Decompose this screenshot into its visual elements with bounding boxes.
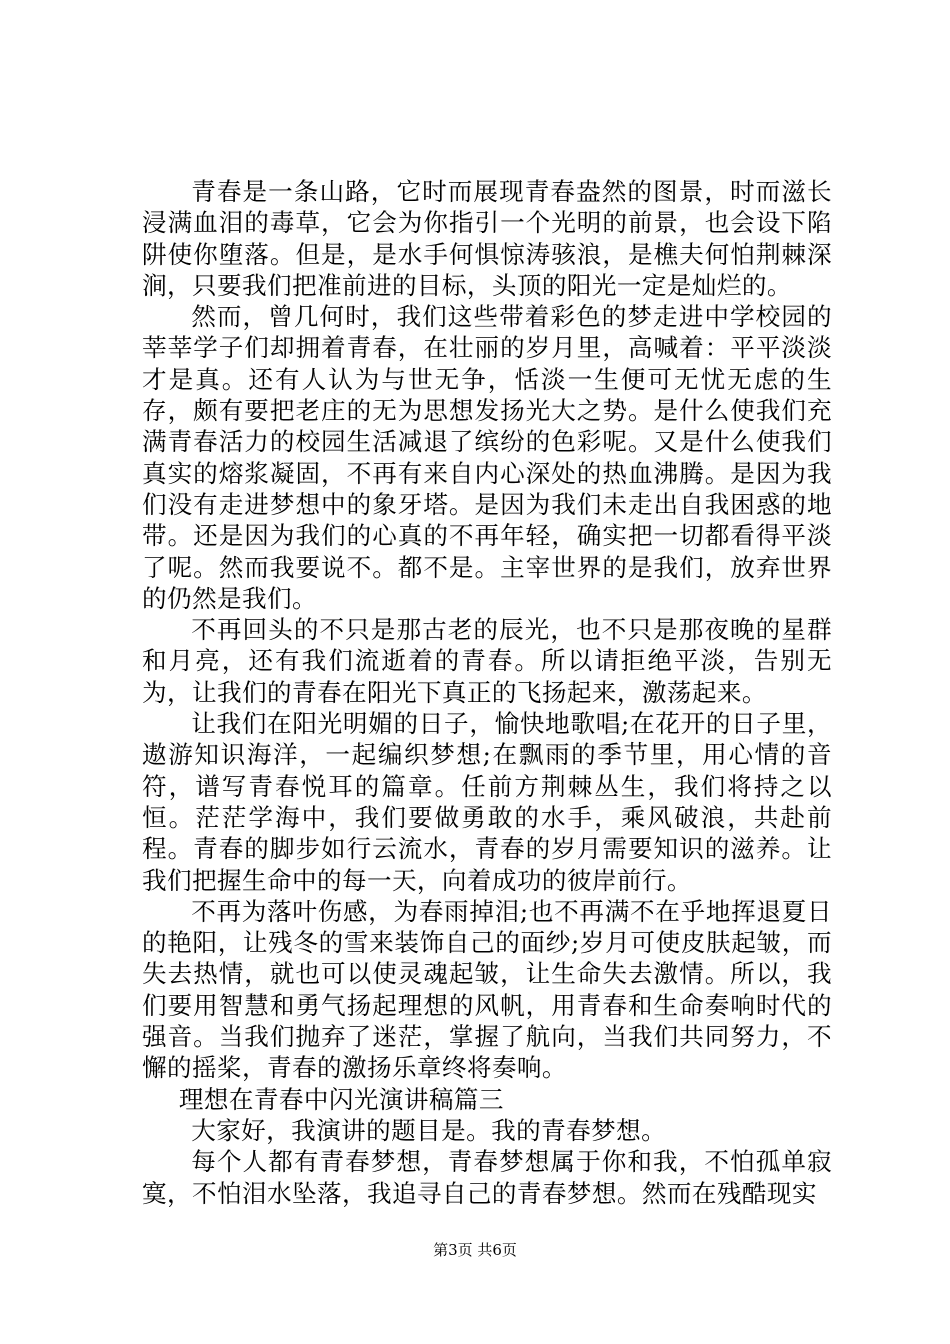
paragraph-1: 青春是一条山路，它时而展现青春盎然的图景，时而滋长浸满血泪的毒草，它会为你指引一个光明的前景，也会设下陷阱使你堕落。但是，是水手何惧惊涛骇浪，是樵夫何怕荆棘深涧，只要我们把准前进的目标，头顶的阳光一定是灿烂的。 xyxy=(142,177,832,300)
paragraph-3: 不再回头的不只是那古老的辰光，也不只是那夜晚的星群和月亮，还有我们流逝着的青春。所以请拒绝平淡，告别无为，让我们的青春在阳光下真正的飞扬起来，激荡起来。 xyxy=(142,615,832,707)
section-heading: 理想在青春中闪光演讲稿篇三 xyxy=(178,1084,504,1114)
paragraph-2: 然而，曾几何时，我们这些带着彩色的梦走进中学校园的莘莘学子们却拥着青春，在壮丽的岁月里，高喊着：平平淡淡才是真。还有人认为与世无争，恬淡一生便可无忧无虑的生存，颇有要把老庄的无为思想发扬光大之势。是什么使我们充满青春活力的校园生活减退了缤纷的色彩呢。又是什么使我们真实的熔浆凝固，不再有来自内心深处的热血沸腾。是因为我们没有走进梦想中的象牙塔。是因为我们未走出自我困惑的地带。还是因为我们的心真的不再年轻，确实把一切都看得平淡了呢。然而我要说不。都不是。主宰世界的是我们，放弃世界的仍然是我们。 xyxy=(142,302,832,613)
paragraph-5: 不再为落叶伤感，为春雨掉泪;也不再满不在乎地挥退夏日的艳阳，让残冬的雪来装饰自己的面纱;岁月可使皮肤起皱，而失去热情，就也可以使灵魂起皱，让生命失去激情。所以，我们要用智慧和勇气扬起理想的风帆，用青春和生命奏响时代的强音。当我们抛弃了迷茫，掌握了航向，当我们共同努力，不懈的摇桨，青春的激扬乐章终将奏响。 xyxy=(142,896,832,1083)
paragraph-6: 大家好，我演讲的题目是。我的青春梦想。 xyxy=(191,1115,667,1145)
paragraph-7: 每个人都有青春梦想，青春梦想属于你和我，不怕孤单寂寞，不怕泪水坠落，我追寻自己的青春梦想。然而在残酷现实 xyxy=(142,1147,832,1208)
paragraph-4: 让我们在阳光明媚的日子，愉快地歌唱;在花开的日子里，遨游知识海洋，一起编织梦想;在飘雨的季节里，用心情的音符，谱写青春悦耳的篇章。任前方荆棘丛生，我们将持之以恒。茫茫学海中，我们要做勇敢的水手，乘风破浪，共赴前程。青春的脚步如行云流水，青春的岁月需要知识的滋养。让我们把握生命中的每一天，向着成功的彼岸前行。 xyxy=(142,709,832,895)
page-number-label: 第3页 共6页 xyxy=(433,1241,517,1259)
page-footer xyxy=(0,1240,950,1260)
document-body xyxy=(142,176,832,1209)
